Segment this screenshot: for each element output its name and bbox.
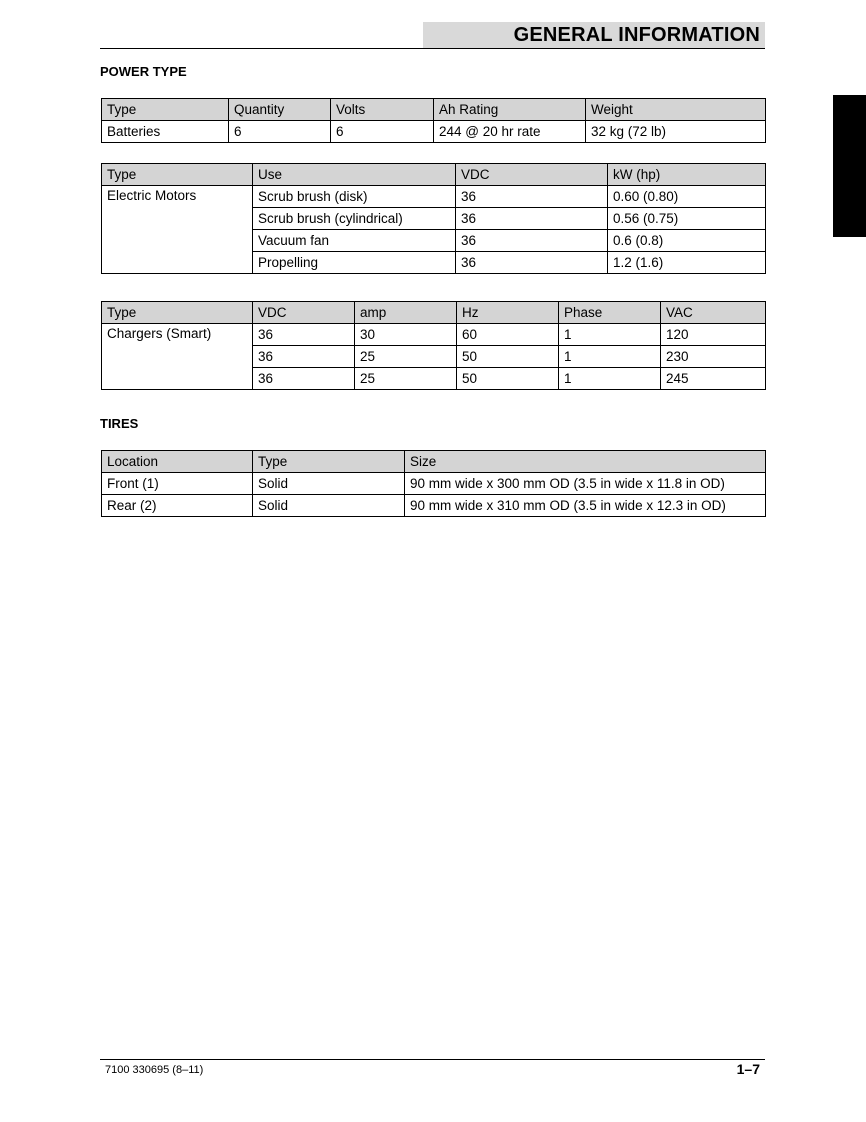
page-number: 1–7 bbox=[736, 1061, 760, 1077]
table-row bbox=[102, 121, 766, 143]
table-cell: 120 bbox=[661, 324, 766, 346]
table-cell: Solid bbox=[253, 495, 405, 517]
col-header: Weight bbox=[586, 99, 766, 121]
col-header: Size bbox=[405, 451, 766, 473]
table-cell: 1 bbox=[559, 346, 661, 368]
col-header: Phase bbox=[559, 302, 661, 324]
table-cell: 36 bbox=[456, 230, 608, 252]
col-header: Type bbox=[102, 164, 253, 186]
section-tab-marker bbox=[833, 95, 866, 237]
table-cell: 244 @ 20 hr rate bbox=[434, 121, 586, 143]
table-row bbox=[102, 473, 766, 495]
table-cell: Vacuum fan bbox=[253, 230, 456, 252]
table-cell: Batteries bbox=[102, 121, 229, 143]
table-cell: 25 bbox=[355, 346, 457, 368]
table-cell: 230 bbox=[661, 346, 766, 368]
table-cell: 36 bbox=[456, 252, 608, 274]
col-header: amp bbox=[355, 302, 457, 324]
col-header: Use bbox=[253, 164, 456, 186]
table-cell: 1 bbox=[559, 368, 661, 390]
table-cell: 36 bbox=[456, 208, 608, 230]
document-number: 7100 330695 (8–11) bbox=[105, 1064, 204, 1076]
table-cell: 0.56 (0.75) bbox=[608, 208, 766, 230]
power-type-heading: POWER TYPE bbox=[100, 64, 187, 79]
col-header: VDC bbox=[253, 302, 355, 324]
table-header-row bbox=[102, 451, 766, 473]
motors-table bbox=[101, 163, 766, 274]
col-header: Hz bbox=[457, 302, 559, 324]
col-header: kW (hp) bbox=[608, 164, 766, 186]
table-cell: 25 bbox=[355, 368, 457, 390]
table-cell: 36 bbox=[253, 368, 355, 390]
table-cell: 1 bbox=[559, 324, 661, 346]
chargers-table bbox=[101, 301, 766, 390]
table-cell: Solid bbox=[253, 473, 405, 495]
table-cell: 36 bbox=[456, 186, 608, 208]
table-cell: 1.2 (1.6) bbox=[608, 252, 766, 274]
table-cell: 30 bbox=[355, 324, 457, 346]
table-cell: 32 kg (72 lb) bbox=[586, 121, 766, 143]
table-cell: 6 bbox=[229, 121, 331, 143]
table-cell: Rear (2) bbox=[102, 495, 253, 517]
table-header-row bbox=[102, 302, 766, 324]
table-cell: 50 bbox=[457, 346, 559, 368]
table-cell: 0.60 (0.80) bbox=[608, 186, 766, 208]
header-rule bbox=[100, 48, 765, 49]
table-cell: 36 bbox=[253, 324, 355, 346]
table-row bbox=[102, 324, 766, 346]
table-cell: Front (1) bbox=[102, 473, 253, 495]
table-cell: 245 bbox=[661, 368, 766, 390]
table-header-row bbox=[102, 164, 766, 186]
table-cell: 36 bbox=[253, 346, 355, 368]
col-header: VDC bbox=[456, 164, 608, 186]
tires-table bbox=[101, 450, 766, 517]
table-header-row bbox=[102, 99, 766, 121]
table-row bbox=[102, 495, 766, 517]
page-title: GENERAL INFORMATION bbox=[513, 24, 760, 46]
table-cell: 90 mm wide x 310 mm OD (3.5 in wide x 12.3 in OD) bbox=[405, 495, 766, 517]
row-type-label: Chargers (Smart) bbox=[102, 324, 253, 390]
table-cell: Propelling bbox=[253, 252, 456, 274]
row-type-label: Electric Motors bbox=[102, 186, 253, 274]
table-cell: 60 bbox=[457, 324, 559, 346]
table-cell: 0.6 (0.8) bbox=[608, 230, 766, 252]
col-header: Volts bbox=[331, 99, 434, 121]
col-header: Type bbox=[102, 302, 253, 324]
table-cell: Scrub brush (cylindrical) bbox=[253, 208, 456, 230]
footer-rule bbox=[100, 1059, 765, 1060]
table-row bbox=[102, 186, 766, 208]
table-cell: 50 bbox=[457, 368, 559, 390]
table-cell: 6 bbox=[331, 121, 434, 143]
col-header: Quantity bbox=[229, 99, 331, 121]
col-header: Type bbox=[102, 99, 229, 121]
col-header: Location bbox=[102, 451, 253, 473]
col-header: Ah Rating bbox=[434, 99, 586, 121]
table-cell: Scrub brush (disk) bbox=[253, 186, 456, 208]
batteries-table bbox=[101, 98, 766, 143]
tires-heading: TIRES bbox=[100, 416, 139, 431]
col-header: VAC bbox=[661, 302, 766, 324]
col-header: Type bbox=[253, 451, 405, 473]
table-cell: 90 mm wide x 300 mm OD (3.5 in wide x 11.8 in OD) bbox=[405, 473, 766, 495]
